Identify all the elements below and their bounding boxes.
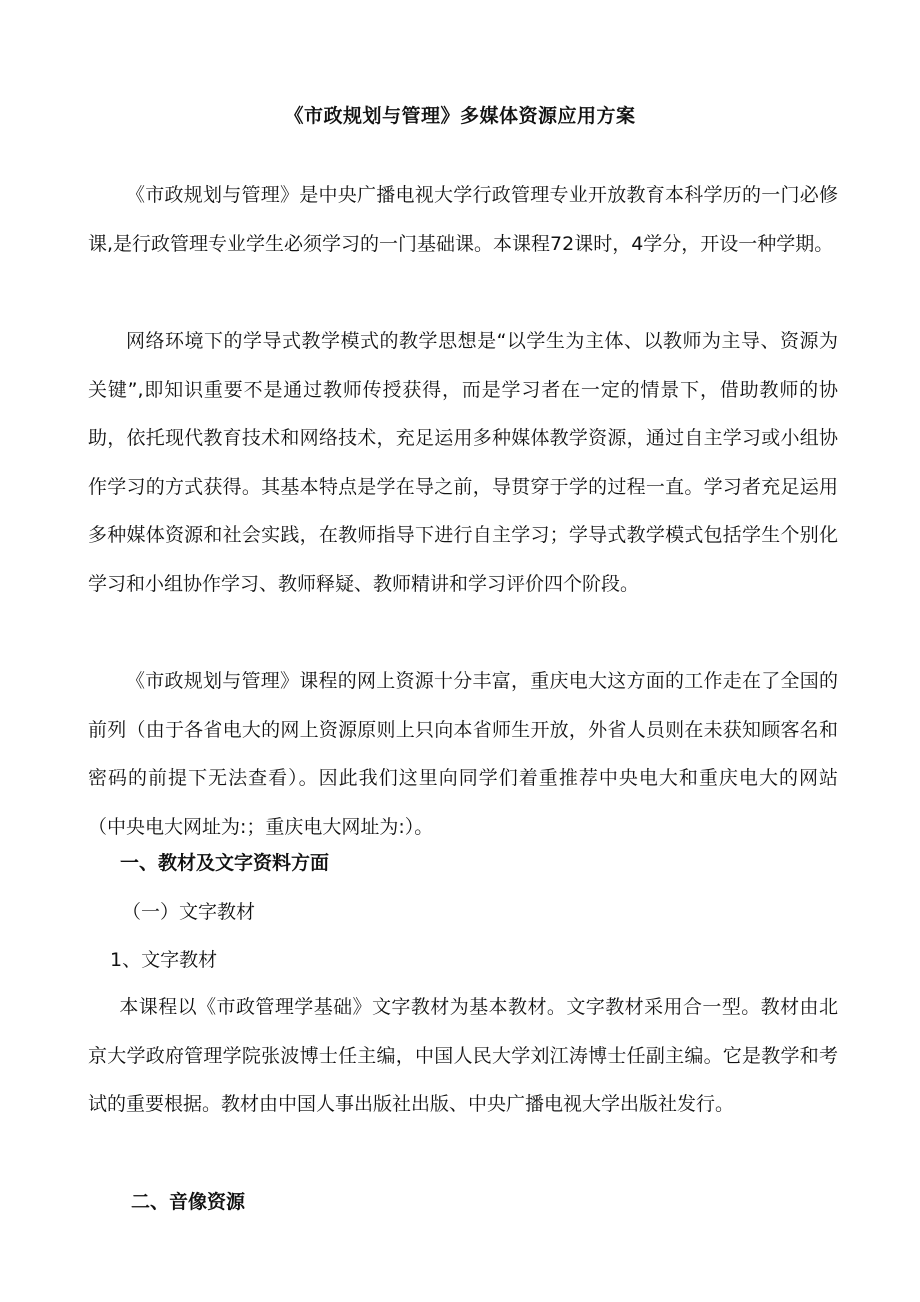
- paragraph-teaching-model: 网络环境下的学导式教学模式的教学思想是“以学生为主体、以教师为主导、资源为关键”,即知识重要不是通过教师传授获得，而是学习者在一定的情景下，借助教师的协助，依托现代教育技术和网络技术，充足运用多种媒体教学资源，通过自主学习或小组协作学习的方式获得。其基本特点是学在导之前，导贯穿于学的过程一直。学习者充足运用多种媒体资源和社会实践，在教师指导下进行自主学习；学导式教学模式包括学生个别化学习和小组协作学习、教师释疑、教师精讲和学习评价四个阶段。: [88, 330, 838, 595]
- section-heading-audio-video: 二、音像资源: [131, 1191, 246, 1213]
- document-title: 《市政规划与管理》多媒体资源应用方案: [284, 105, 636, 127]
- section-heading-textbooks: 一、教材及文字资料方面: [120, 852, 330, 874]
- item-heading-text-textbook: 1、文字教材: [110, 949, 218, 971]
- paragraph-online-resources: 《市政规划与管理》课程的网上资源十分丰富，重庆电大这方面的工作走在了全国的前列（由于各省电大的网上资源原则上只向本省师生开放，外省人员则在未获知顾客名和密码的前提下无法查看）。因此我们这里向同学们着重推荐中央电大和重庆电大的网站（中央电大网址为:；重庆电大网址为:）。: [88, 670, 838, 838]
- paragraph-textbook-details: 本课程以《市政管理学基础》文字教材为基本教材。文字教材采用合一型。教材由北京大学政府管理学院张波博士任主编，中国人民大学刘江涛博士任副主编。它是教学和考试的重要根据。教材由中国人事出版社出版、中央广播电视大学出版社发行。: [88, 996, 838, 1115]
- paragraph-course-intro: 《市政规划与管理》是中央广播电视大学行政管理专业开放教育本科学历的一门必修课,是行政管理专业学生必须学习的一门基础课。本课程72课时，4学分，开设一种学期。: [88, 184, 838, 255]
- subsection-heading-text-textbook: （一）文字教材: [122, 901, 256, 923]
